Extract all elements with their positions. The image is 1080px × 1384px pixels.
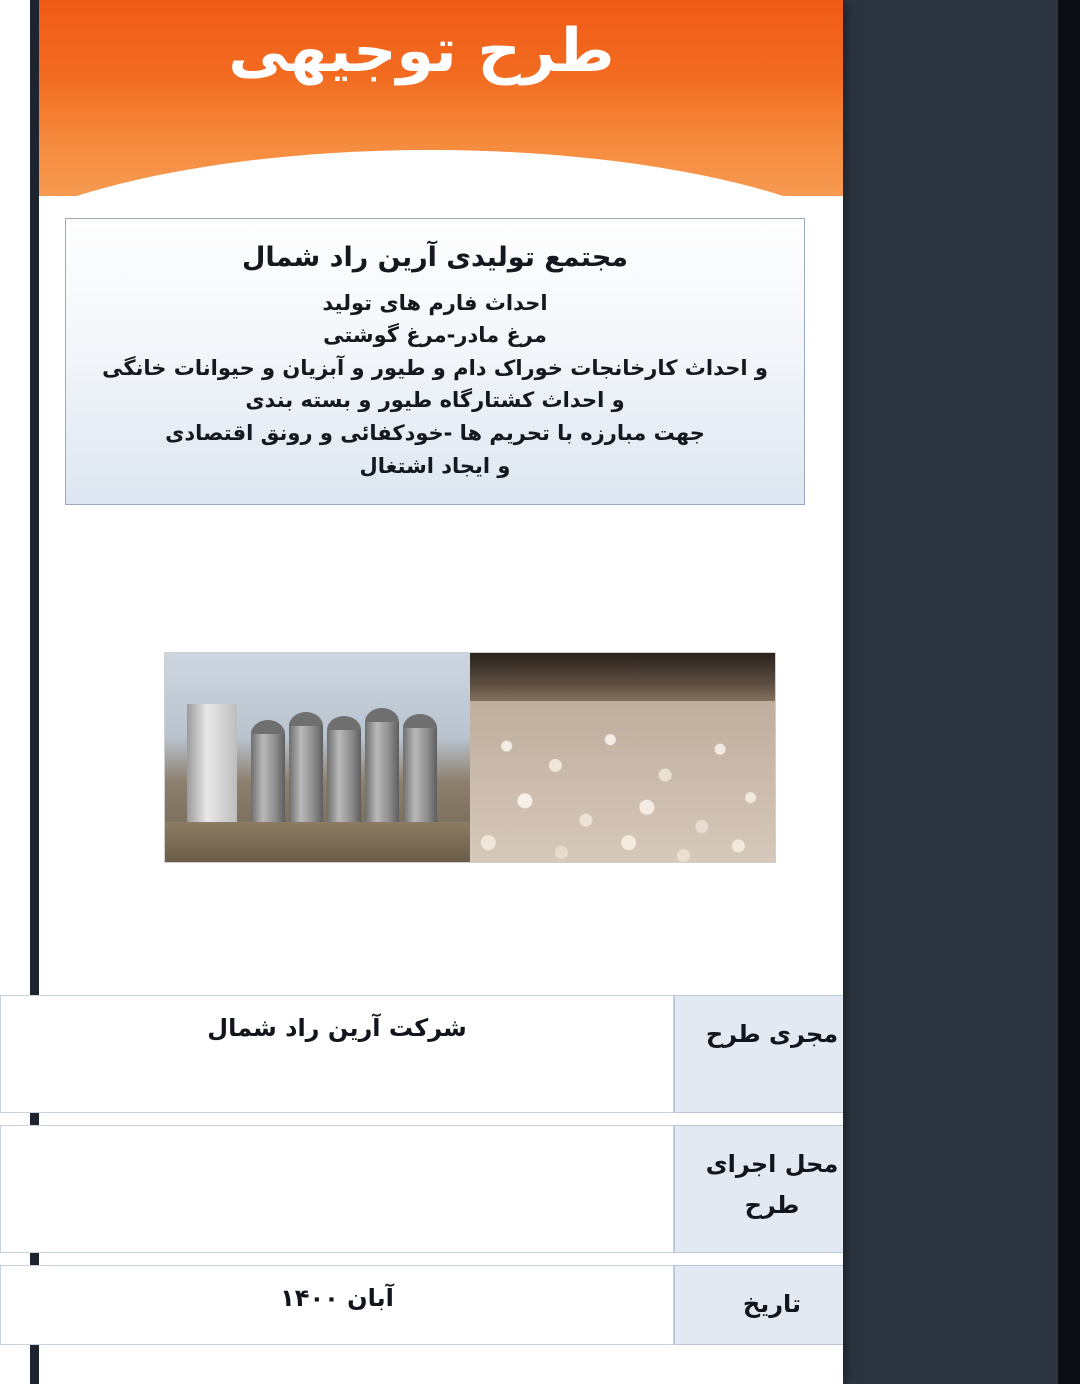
row-label-executor: مجری طرح [674,995,843,1113]
photo-ground [165,822,470,862]
row-value-executor: شرکت آرین راد شمال [0,995,674,1113]
silo-tower [187,704,237,824]
cover-photo [164,652,776,863]
row-value-date: آبان ۱۴۰۰ [0,1265,674,1345]
table-row [0,1265,843,1345]
silo-5 [403,726,437,824]
row-label-location: محل اجرای طرح [674,1125,843,1253]
photo-broiler-house [470,653,775,862]
row-label-date: تاریخ [674,1265,843,1345]
company-name: مجتمع تولیدی آرین راد شمال [241,242,628,273]
page-title: طرح توجیهی [228,16,615,86]
row-value-location [0,1125,674,1253]
title-line-7: و ایجاد اشتغال [359,453,511,478]
silo-2 [289,724,323,824]
title-line-6: جهت مبارزه با تحریم ها -خودکفائی و رونق اقتصادی [165,421,705,446]
title-line-5: و احداث کشتارگاه طیور و بسته بندی [245,388,625,413]
silo-3 [327,728,361,824]
backdrop-right-edge [1058,0,1080,1384]
photo-feed-mill-silos [165,653,470,862]
title-line-2: احداث فارم های تولید [322,290,548,315]
title-card [65,218,805,505]
table-row [0,1125,843,1253]
title-line-4: و احداث کارخانجات خوراک دام و طیور و آبزیان و حیوانات خانگی [102,355,768,380]
title-line-3: مرغ مادر-مرغ گوشتی [323,323,547,348]
silo-1 [251,732,285,824]
info-table [0,995,843,1345]
table-row [0,995,843,1113]
silo-4 [365,720,399,824]
